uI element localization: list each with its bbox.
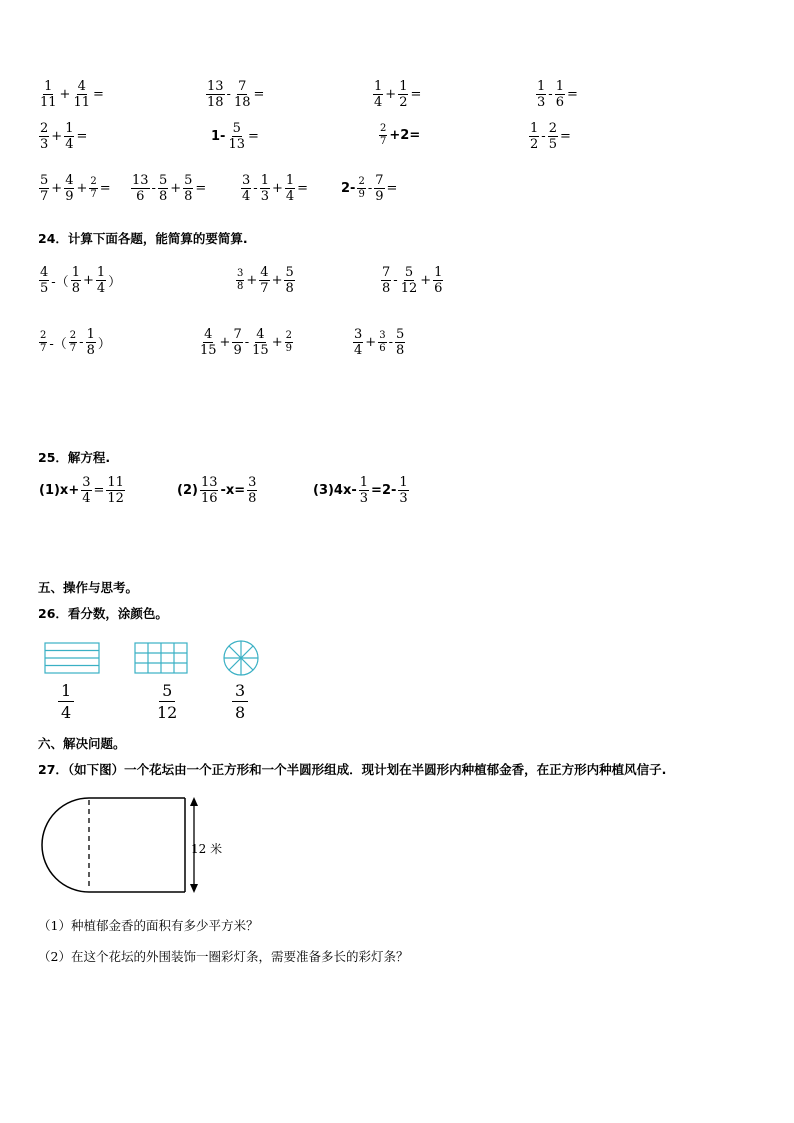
fraction: 3 4 <box>242 173 251 204</box>
expr-q24a <box>38 266 122 295</box>
operator: 1- <box>211 129 226 144</box>
expr-r3a <box>38 174 112 203</box>
fraction: $\frac{4}{11}$ <box>73 79 90 110</box>
fraction: 1 8 <box>86 327 95 358</box>
fraction: $\frac{2}{9}$ <box>285 330 292 354</box>
operator: = <box>566 87 578 102</box>
operator: - <box>253 181 258 196</box>
operator: ） <box>97 337 111 352</box>
fraction: 3 8 <box>237 268 244 292</box>
fraction: 5 12 <box>400 265 418 296</box>
operator: = <box>253 87 265 102</box>
operator: = <box>195 181 207 196</box>
operator: = <box>559 129 571 144</box>
operator: + <box>51 181 63 196</box>
operator: = <box>99 181 111 196</box>
fraction: $\frac{7}{9}$ <box>233 327 242 358</box>
fraction: 1 4 <box>374 79 383 110</box>
operator: = <box>93 87 104 102</box>
expr-q24d <box>38 328 112 357</box>
operator: + <box>82 273 94 288</box>
question-27-part-2: （2）在这个花坛的外围装饰一圈彩灯条，需要准备多长的彩灯条？ <box>38 949 409 964</box>
fraction: 2 7 <box>380 123 387 147</box>
fraction: 1 8 <box>71 265 80 296</box>
fraction: $\frac{1}{4}$ <box>65 121 74 152</box>
operator: = <box>410 87 422 102</box>
expr-r2a <box>38 122 88 151</box>
operator: + <box>246 273 258 288</box>
expr-r2b <box>210 122 260 151</box>
operator: + <box>271 273 283 288</box>
fraction: 7 8 <box>382 265 391 296</box>
section-6-heading: 六、解决问题。 <box>38 736 126 751</box>
fraction: $\frac{5}{8}$ <box>285 265 294 296</box>
operator: - <box>367 181 373 196</box>
fraction: 13 18 <box>207 79 224 110</box>
operator: = <box>76 129 88 144</box>
expr-r1a <box>38 80 105 109</box>
fraction: $\frac{1}{6}$ <box>434 265 443 296</box>
operator: - <box>388 335 393 350</box>
expr-q25c <box>312 476 410 505</box>
operator: -（ <box>49 337 67 352</box>
expr-r1c <box>372 80 422 109</box>
fraction: $\frac{4}{7}$ <box>260 265 269 296</box>
fraction: 1 11 <box>40 79 57 110</box>
operator: = <box>386 181 398 196</box>
expr-r3c <box>240 174 309 203</box>
operator: + <box>271 335 283 350</box>
fraction: 5 8 <box>158 173 168 204</box>
operator: + <box>365 335 377 350</box>
fraction: $\frac{4}{9}$ <box>65 173 74 204</box>
fraction: $\frac{2}{7}$ <box>90 176 97 200</box>
operator: - <box>541 129 546 144</box>
operator: -（ <box>51 275 69 290</box>
fraction: 5 7 <box>40 173 49 204</box>
operator: + <box>170 181 182 196</box>
fraction: 13 6 <box>132 173 149 204</box>
expr-r1d <box>535 80 579 109</box>
expr-r1b <box>205 80 265 109</box>
fraction: 5 8 <box>395 327 405 358</box>
fraction: $\frac{2}{5}$ <box>548 121 557 152</box>
operator: =2- <box>371 483 397 498</box>
expr-r2c <box>378 124 421 147</box>
expr-q25b <box>176 476 258 505</box>
fraction: 3 4 <box>354 327 363 358</box>
fraction: $\frac{11}{12}$ <box>107 475 124 506</box>
grid-twelve-cells <box>134 642 192 676</box>
operator: 2- <box>341 181 356 196</box>
rect-quarter-strips <box>44 642 104 676</box>
fraction: $\frac{7}{18}$ <box>233 79 251 110</box>
fraction: $\frac{5}{8}$ <box>184 173 193 204</box>
operator: (2) <box>177 483 198 498</box>
operator: (1)x+ <box>39 483 80 498</box>
fraction: $\frac{1}{4}$ <box>96 265 106 296</box>
fraction: $\frac{3}{6}$ <box>379 330 386 354</box>
fraction: 4 5 <box>40 265 49 296</box>
fraction: $\frac{3}{4}$ <box>82 475 91 506</box>
operator: -x= <box>220 483 246 498</box>
expr-q24f <box>352 328 406 357</box>
fraction: 2 9 <box>358 176 365 200</box>
fraction: $\frac{1}{2}$ <box>399 79 408 110</box>
operator: = <box>93 483 105 498</box>
fraction-1-4: 1 4 <box>58 682 74 721</box>
expr-q24b <box>235 266 296 295</box>
question-27-part-1: （1）种植郁金香的面积有多少平方米？ <box>38 918 259 933</box>
fraction: $\frac{5}{13}$ <box>228 121 245 152</box>
expr-r2d <box>528 122 572 151</box>
expr-r3d <box>340 174 398 203</box>
operator: + <box>76 181 88 196</box>
operator: - <box>244 335 250 350</box>
fraction-3-8: 3 8 <box>232 682 248 721</box>
operator: + <box>59 87 71 102</box>
fraction: 2 3 <box>40 121 49 152</box>
operator: ） <box>108 275 122 290</box>
dimension-label: 12 米 <box>191 842 223 856</box>
fraction: 1 2 <box>530 121 539 152</box>
fraction: 4 15 <box>252 327 269 358</box>
fraction: 1 3 <box>537 79 546 110</box>
expr-q24c <box>380 266 444 295</box>
operator: - <box>226 87 231 102</box>
operator: + <box>420 273 432 288</box>
operator: (3)4x- <box>313 483 357 498</box>
fraction: 1 3 <box>399 475 408 506</box>
question-26-title: 26．看分数，涂颜色。 <box>38 606 168 621</box>
operator: + <box>385 87 397 102</box>
operator: +2= <box>389 128 421 143</box>
fraction: 2 7 <box>69 330 77 354</box>
operator: = <box>297 181 309 196</box>
fraction: $\frac{1}{3}$ <box>359 475 369 506</box>
fraction: $\frac{1}{6}$ <box>555 79 564 110</box>
expr-r3b <box>130 174 207 203</box>
fraction: $\frac{1}{4}$ <box>285 173 295 204</box>
expr-q25a <box>38 476 126 505</box>
fraction-5-12: 5 12 <box>157 681 178 722</box>
section-5-heading: 五、操作与思考。 <box>38 580 139 595</box>
expr-q24e <box>198 328 294 357</box>
operator: - <box>151 181 156 196</box>
question-25-title: 25．解方程. <box>38 450 111 465</box>
fraction: $\frac{3}{8}$ <box>248 475 257 506</box>
operator: = <box>248 129 259 144</box>
fraction: $\frac{7}{9}$ <box>375 173 384 204</box>
fraction: 2 7 <box>40 330 47 354</box>
operator: + <box>51 129 63 144</box>
operator: - <box>79 335 84 350</box>
operator: - <box>548 87 553 102</box>
question-27-title: 27．（如下图）一个花坛由一个正方形和一个半圆形组成．现计划在半圆形内种植郁金香，在正方形内种植风信子. <box>38 762 667 777</box>
fraction: 13 16 <box>200 475 218 506</box>
operator: + <box>219 335 231 350</box>
circle-eighths <box>222 640 262 678</box>
question-24-title: 24．计算下面各题，能简算的要简算. <box>38 231 248 246</box>
operator: + <box>271 181 283 196</box>
fraction: 4 15 <box>200 327 217 358</box>
operator: - <box>393 273 398 288</box>
fraction: 1 3 <box>260 173 269 204</box>
